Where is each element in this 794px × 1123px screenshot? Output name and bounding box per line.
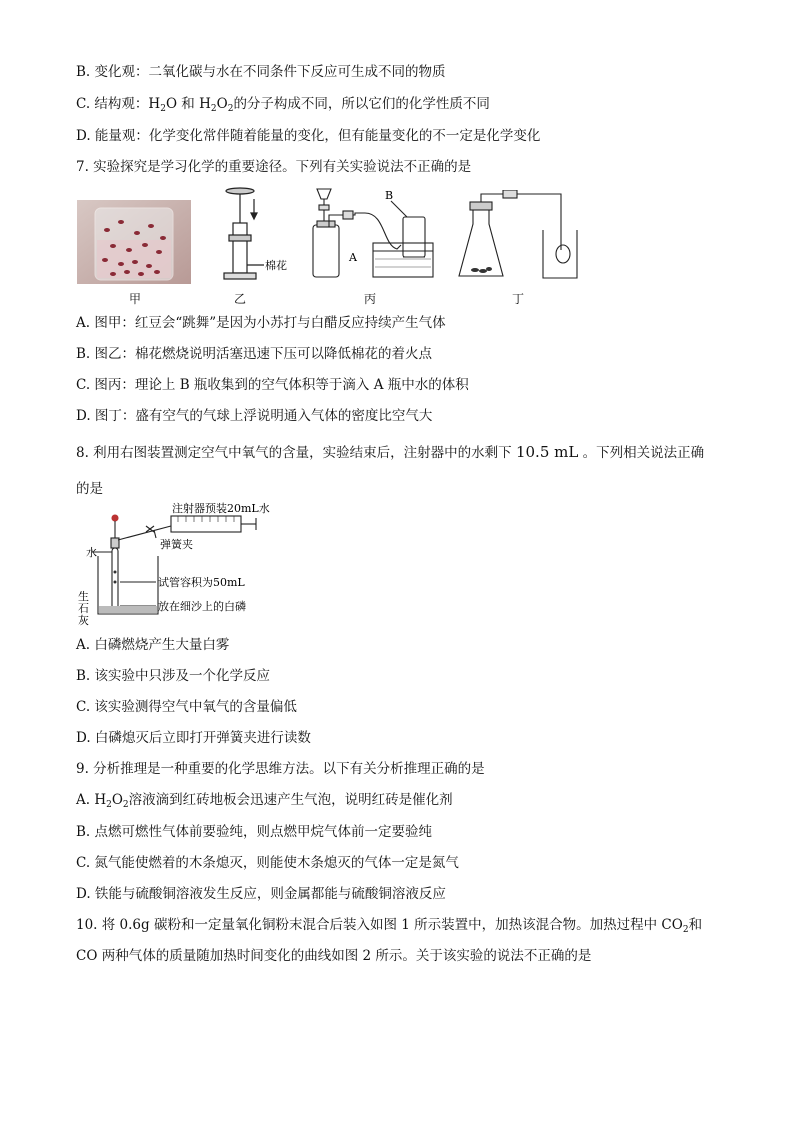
q7-option-b: B. 图乙：棉花燃烧说明活塞迅速下压可以降低棉花的着火点 bbox=[76, 346, 433, 362]
figure-yi bbox=[220, 185, 300, 285]
figure-ding bbox=[455, 190, 585, 285]
subscript: 2 bbox=[227, 104, 234, 114]
text: 10. 将 0.6g 碳粉和一定量氧化铜粉末混合后装入如图 1 所示装置中，加热该混合物。加热过程中 CO bbox=[76, 917, 683, 933]
text: 8. 利用右图装置测定空气中氧气的含量，实验结束后，注射器中的水剩下 bbox=[76, 445, 512, 461]
label-lime-1: 生 bbox=[78, 590, 89, 603]
volume-value: 10.5 mL bbox=[515, 443, 579, 461]
label-clip: 弹簧夹 bbox=[160, 538, 193, 551]
q8-option-a: A. 白磷燃烧产生大量白雾 bbox=[76, 637, 230, 653]
q9-stem: 9. 分析推理是一种重要的化学思维方法。以下有关分析推理正确的是 bbox=[76, 761, 485, 777]
label-syringe: 注射器预装20mL水 bbox=[172, 502, 270, 515]
caption-jia: 甲 bbox=[128, 292, 141, 306]
label-b: B bbox=[385, 189, 394, 202]
q9-option-c: C. 氮气能使燃着的木条熄灭，则能使木条熄灭的气体一定是氮气 bbox=[76, 855, 459, 871]
text: 的分子构成不同，所以它们的化学性质不同 bbox=[233, 96, 490, 112]
q7-option-a: A. 图甲：红豆会“跳舞”是因为小苏打与白醋反应持续产生气体 bbox=[76, 315, 446, 331]
subscript: 2 bbox=[106, 800, 112, 810]
gas-collection-diagram bbox=[305, 185, 445, 285]
figure-jia bbox=[77, 200, 191, 284]
label-tube: 试管容积为50mL bbox=[158, 576, 245, 589]
piston-tube-diagram bbox=[220, 185, 300, 285]
q8-stem-line2: 的是 bbox=[76, 481, 103, 497]
q7-option-d: D. 图丁：盛有空气的气球上浮说明通入气体的密度比空气大 bbox=[76, 408, 433, 424]
label-lime-2: 石 bbox=[78, 602, 89, 615]
q6-option-b: B. 变化观：二氧化碳与水在不同条件下反应可生成不同的物质 bbox=[76, 64, 446, 80]
subscript: 2 bbox=[122, 800, 129, 810]
q9-option-a bbox=[76, 791, 453, 814]
q6-option-d: D. 能量观：化学变化常伴随着能量的变化，但有能量变化的不一定是化学变化 bbox=[76, 128, 541, 144]
text: 和 bbox=[688, 917, 703, 933]
q6-option-c bbox=[76, 95, 490, 118]
label-lime-3: 灰 bbox=[78, 614, 89, 627]
text: O 和 H bbox=[165, 96, 211, 112]
caption-bing: 丙 bbox=[363, 292, 376, 306]
text: C. 结构观：H bbox=[76, 96, 161, 112]
text: 溶液滴到红砖地板会迅速产生气泡，说明红砖是催化剂 bbox=[128, 792, 453, 808]
subscript: 2 bbox=[210, 104, 217, 114]
q8-option-d: D. 白磷熄灭后立即打开弹簧夹进行读数 bbox=[76, 730, 311, 746]
figure-q8 bbox=[76, 502, 276, 627]
text: 。下列相关说法正确 bbox=[582, 445, 705, 461]
figure-bing bbox=[305, 185, 445, 285]
q7-option-c: C. 图丙：理论上 B 瓶收集到的空气体积等于滴入 A 瓶中水的体积 bbox=[76, 377, 469, 393]
label-water: 水 bbox=[86, 546, 97, 559]
label-phosphorus: 放在细沙上的白磷 bbox=[158, 600, 246, 613]
q8-option-b: B. 该实验中只涉及一个化学反应 bbox=[76, 668, 271, 684]
subscript: 2 bbox=[160, 104, 166, 114]
q10-stem-line2: CO 两种气体的质量随加热时间变化的曲线如图 2 所示。关于该实验的说法不正确的是 bbox=[76, 948, 592, 964]
text: O bbox=[111, 792, 123, 808]
label-cotton: 棉花 bbox=[265, 259, 287, 272]
q9-option-d: D. 铁能与硫酸铜溶液发生反应，则金属都能与硫酸铜溶液反应 bbox=[76, 886, 446, 902]
q10-stem-line1 bbox=[76, 916, 702, 939]
q8-option-c: C. 该实验测得空气中氧气的含量偏低 bbox=[76, 699, 297, 715]
caption-yi: 乙 bbox=[233, 292, 246, 306]
q8-stem bbox=[76, 443, 704, 462]
q9-option-b: B. 点燃可燃性气体前要验纯，则点燃甲烷气体前一定要验纯 bbox=[76, 824, 433, 840]
flask-balloon-diagram bbox=[455, 190, 585, 285]
q7-stem: 7. 实验探究是学习化学的重要途径。下列有关实验说法不正确的是 bbox=[76, 159, 472, 175]
subscript: 2 bbox=[682, 925, 689, 935]
label-a: A bbox=[349, 251, 357, 264]
text: A. H bbox=[76, 792, 107, 808]
caption-ding: 丁 bbox=[511, 292, 524, 306]
beaker-photo-image bbox=[77, 200, 191, 284]
oxygen-measurement-diagram bbox=[76, 502, 276, 627]
text: O bbox=[216, 96, 228, 112]
